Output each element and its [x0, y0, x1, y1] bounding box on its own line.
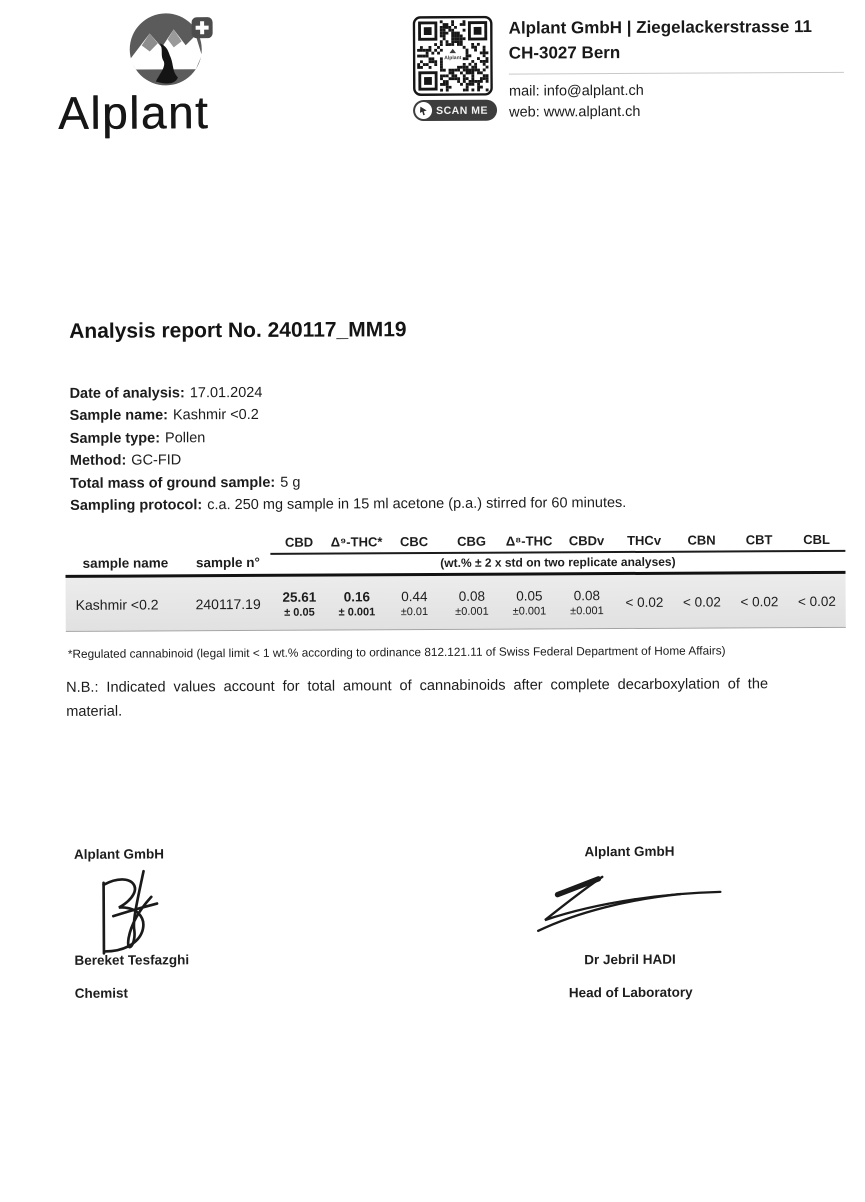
signature-right-icon — [532, 866, 727, 947]
company-address-line2: CH-3027 Bern — [508, 43, 621, 63]
units-note: (wt.% ± 2 x std on two replicate analyses) — [440, 554, 676, 570]
signature-right-role: Head of Laboratory — [568, 984, 693, 1001]
signature-left-role: Chemist — [74, 985, 128, 1001]
table-row — [65, 571, 845, 632]
report-details — [69, 379, 790, 517]
qr-code-icon — [413, 16, 493, 96]
header-separator — [509, 72, 844, 75]
header-d9-thc: Δ⁹-THC* — [330, 534, 383, 550]
signature-left-company: Alplant GmbH — [73, 846, 164, 862]
cell-cbg: 0.08 ±0.001 — [455, 588, 489, 618]
header-cbc: CBC — [399, 534, 429, 550]
nb-note: N.B.: Indicated values account for total amount of cannabinoids after complete decarboxylation of the material. — [66, 676, 769, 720]
cell-cbd: 25.61 ± 0.05 — [282, 589, 317, 619]
signature-left-icon — [88, 865, 179, 965]
cell-cbc: 0.44 ±0.01 — [400, 588, 429, 618]
signature-right-company: Alplant GmbH — [584, 843, 675, 860]
header-cbt: CBT — [745, 532, 773, 548]
detail-method: Method: GC-FID — [69, 452, 182, 470]
cell-cbl: < 0.02 — [797, 593, 836, 609]
table-header — [65, 532, 845, 575]
company-mail: mail: info@alplant.ch — [508, 82, 644, 100]
logo-wordmark: Alplant — [57, 86, 210, 139]
header-sample-name: sample name — [82, 555, 169, 571]
cell-cbt: < 0.02 — [740, 593, 779, 609]
cell-thcv: < 0.02 — [625, 594, 664, 610]
detail-date-of-analysis: Date of analysis: 17.01.2024 — [69, 384, 263, 402]
header-cbn: CBN — [687, 532, 716, 548]
header-thcv: THCv — [627, 532, 662, 548]
header-cbdv: CBDv — [568, 533, 605, 549]
scan-me-label: SCAN ME — [436, 104, 489, 117]
results-table — [65, 532, 845, 632]
cell-d8-thc: 0.05 ±0.001 — [512, 587, 547, 618]
scan-me-badge — [413, 100, 497, 121]
detail-total-mass: Total mass of ground sample: 5 g — [69, 474, 301, 492]
cell-sample-name: Kashmir <0.2 — [75, 596, 159, 613]
company-address-line1: Alplant GmbH | Ziegelackerstrasse 11 — [508, 17, 813, 38]
header-cbg: CBG — [457, 533, 487, 549]
cell-sample-no: 240117.19 — [195, 595, 261, 613]
header-d8-thc: Δ⁸-THC — [505, 533, 553, 549]
signature-right-name: Dr Jebril HADI — [584, 951, 676, 968]
signature-left-name: Bereket Tesfazghi — [74, 952, 190, 968]
header-cbd: CBD — [284, 534, 314, 550]
header-cbl: CBL — [803, 531, 830, 548]
report-title: Analysis report No. 240117_MM19 — [69, 318, 407, 343]
header-sample-no: sample n° — [195, 554, 260, 571]
detail-sample-name: Sample name: Kashmir <0.2 — [69, 407, 259, 425]
cell-d9-thc: 0.16 ± 0.001 — [338, 588, 376, 618]
detail-sample-type: Sample type: Pollen — [69, 430, 206, 447]
cell-cbn: < 0.02 — [682, 593, 721, 610]
detail-sampling-protocol: Sampling protocol: c.a. 250 mg sample in 15 ml acetone (p.a.) stirred for 60 minutes. — [70, 495, 627, 514]
analyte-header-group — [270, 532, 845, 574]
company-web: web: www.alplant.ch — [509, 103, 641, 121]
alplant-mountain-logo-icon — [116, 11, 226, 90]
svg-text:Alplant: Alplant — [444, 55, 462, 62]
regulated-cannabinoid-footnote: *Regulated cannabinoid (legal limit < 1 wt.% according to ordinance 812.121.11 of Swiss Federal Department of Home Affairs) — [67, 643, 726, 661]
qr-block — [413, 16, 506, 121]
scan-icon — [415, 102, 432, 119]
company-info — [509, 14, 858, 124]
cell-cbdv: 0.08 ±0.001 — [570, 587, 604, 617]
company-logo — [58, 11, 289, 140]
